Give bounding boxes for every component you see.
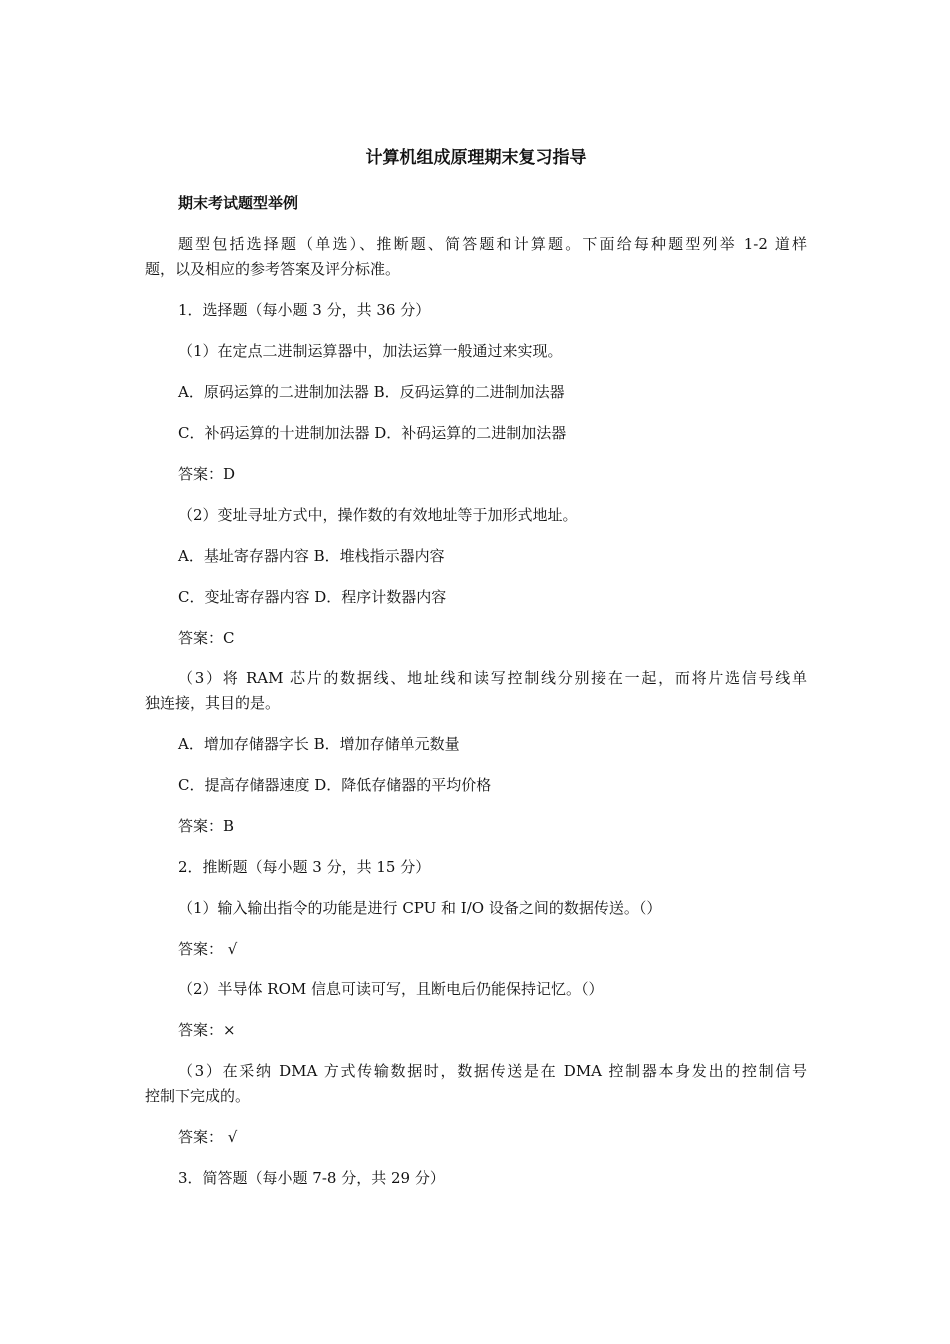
s2-q2-question: （2）半导体 ROM 信息可读可写，且断电后仍能保持记忆。（）: [178, 980, 604, 998]
s2-q2-answer: 答案：×: [178, 1021, 236, 1039]
s1-q1-options-ab: A．原码运算的二进制加法器 B．反码运算的二进制加法器: [178, 383, 565, 401]
s1-q2-question: （2）变址寻址方式中，操作数的有效地址等于加形式地址。: [178, 506, 578, 524]
s2-q3-question-line-2: 控制下完成的。: [145, 1087, 251, 1105]
s1-q1-question: （1）在定点二进制运算器中，加法运算一般通过来实现。: [178, 342, 563, 360]
s1-q2-options-ab: A．基址寄存器内容 B．堆栈指示器内容: [178, 547, 445, 565]
page-title: 计算机组成原理期末复习指导: [365, 148, 587, 168]
section-1-heading: 1．选择题（每小题 3 分，共 36 分）: [178, 301, 431, 319]
section-2-heading: 2．推断题（每小题 3 分，共 15 分）: [178, 858, 431, 876]
document-page: [145, 0, 807, 1344]
s1-q3-question-line-2: 独连接，其目的是。: [145, 694, 281, 712]
intro-paragraph-line-1: 题型包括选择题（单选）、推断题、简答题和计算题。下面给每种题型列举 1-2 道样: [178, 235, 807, 253]
s2-q3-answer: 答案： √: [178, 1128, 238, 1146]
s1-q2-answer: 答案：C: [178, 629, 235, 647]
section-subtitle: 期末考试题型举例: [178, 194, 299, 212]
s2-q1-question: （1）输入输出指令的功能是进行 CPU 和 I/O 设备之间的数据传送。（）: [178, 899, 662, 917]
s1-q3-answer: 答案：B: [178, 817, 235, 835]
s1-q3-options-cd: C．提高存储器速度 D．降低存储器的平均价格: [178, 776, 492, 794]
s1-q1-answer: 答案：D: [178, 465, 236, 483]
s1-q3-options-ab: A．增加存储器字长 B．增加存储单元数量: [178, 735, 460, 753]
s2-q3-question-line-1: （3）在采纳 DMA 方式传输数据时，数据传送是在 DMA 控制器本身发出的控制信号: [178, 1062, 807, 1080]
intro-paragraph-line-2: 题，以及相应的参考答案及评分标准。: [145, 260, 401, 278]
s1-q2-options-cd: C．变址寄存器内容 D．程序计数器内容: [178, 588, 447, 606]
section-3-heading: 3．简答题（每小题 7-8 分，共 29 分）: [178, 1169, 445, 1187]
s2-q1-answer: 答案： √: [178, 940, 238, 958]
s1-q3-question-line-1: （3）将 RAM 芯片的数据线、地址线和读写控制线分别接在一起，而将片选信号线单: [178, 669, 807, 687]
s1-q1-options-cd: C．补码运算的十进制加法器 D．补码运算的二进制加法器: [178, 424, 567, 442]
